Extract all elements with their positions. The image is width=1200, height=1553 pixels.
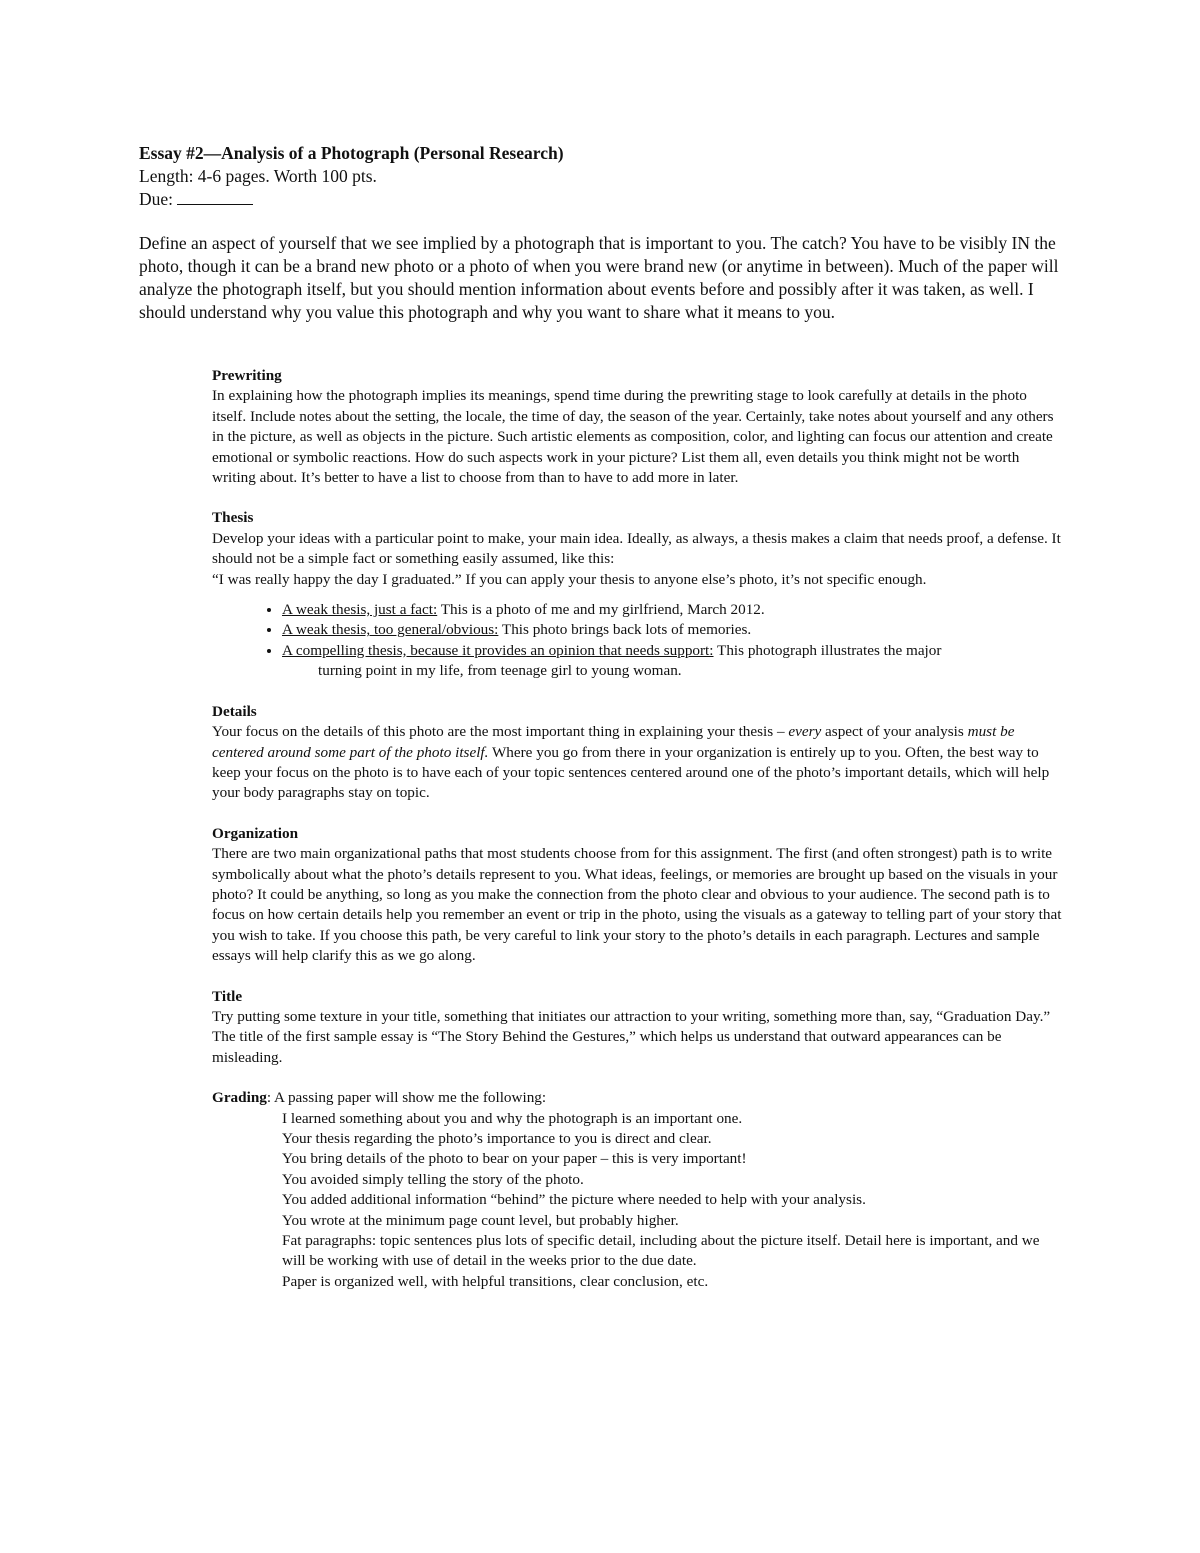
prewriting-heading: Prewriting xyxy=(212,367,282,384)
grading-intro: : A passing paper will show me the following: xyxy=(266,1089,547,1107)
bullet-text: This photograph illustrates the major xyxy=(713,641,942,659)
list-item: Fat paragraphs: topic sentences plus lots of specific detail, including about the picture itself. Detail here is important, and we will be working with use of detail in the weeks prior to the due date. xyxy=(282,1232,1040,1270)
prewriting-section xyxy=(212,366,1062,488)
title-heading: Title xyxy=(212,987,243,1005)
due-blank xyxy=(177,190,253,205)
list-item: I learned something about you and why the photograph is an important one. xyxy=(282,1109,743,1127)
details-text-c: Where you go from there in your organization is entirely up to you. Often, the best way to keep your focus on the photo is to have each of your topic sentences centered around one of the photo’s important details, which will help your body paragraphs stay on topic. xyxy=(212,743,1050,802)
title-section xyxy=(212,987,1062,1069)
details-body xyxy=(212,722,1062,804)
thesis-heading: Thesis xyxy=(212,509,254,527)
due-label: Due: xyxy=(139,189,174,209)
list-item: You added additional information “behind” the picture where needed to help with your analysis. xyxy=(282,1191,866,1209)
grading-heading: Grading xyxy=(212,1089,267,1107)
bullet-label: A weak thesis, too general/obvious: xyxy=(282,621,499,639)
grading-list xyxy=(282,1109,1062,1293)
intro-paragraph: Define an aspect of yourself that we see implied by a photograph that is important to you. The catch? You have to be visibly IN the photo, though it can be a brand new photo or a photo of when you were brand new (or anytime in between). Much of the paper will analyze the photograph itself, but you should mention information about events before and possibly after it was taken, as well. I should understand why you value this photograph and why you want to share what it means to you. xyxy=(139,233,1059,322)
length-line: Length: 4-6 pages. Worth 100 pts. xyxy=(139,166,377,186)
organization-heading: Organization xyxy=(212,824,299,842)
details-text-b: aspect of your analysis xyxy=(821,723,968,741)
thesis-examples-list xyxy=(212,600,1062,682)
thesis-body: Develop your ideas with a particular point to make, your main idea. Ideally, as always, a thesis makes a claim that needs proof, a defense. It should not be a simple fact or something easily assumed, like this: xyxy=(212,529,1061,568)
title-body: Try putting some texture in your title, something that initiates our attraction to your writing, something more than, say, “Graduation Day.” The title of the first sample essay is “The Story Behind the Gestures,” which helps us understand that outward appearances can be misleading. xyxy=(212,1007,1051,1066)
due-line xyxy=(139,188,1059,211)
bullet-label: A compelling thesis, because it provides an opinion that needs support: xyxy=(282,641,714,659)
list-item xyxy=(282,600,1062,620)
list-item xyxy=(282,641,1062,682)
list-item: Your thesis regarding the photo’s importance to you is direct and clear. xyxy=(282,1130,712,1147)
thesis-example: “I was really happy the day I graduated.” If you can apply your thesis to anyone else’s photo, it’s not specific enough. xyxy=(212,570,927,588)
list-item: You bring details of the photo to bear on your paper – this is very important! xyxy=(282,1150,747,1168)
grading-section xyxy=(212,1088,1062,1292)
document-header xyxy=(139,142,1059,211)
organization-body: There are two main organizational paths that most students choose from for this assignment. The first (and often strongest) path is to write symbolically about what the photo’s details represent to you. What ideas, feelings, or memories are brought up based on the visuals in your photo? It could be anything, so long as you make the connection from the photo clear and obvious to your audience. The second path is to focus on how certain details help you remember an event or trip in the photo, using the visuals as a gateway to telling part of your story that you wish to take. If you choose this path, be very careful to link your story to the photo’s details in each paragraph. Lectures and sample essays will help clarify this as we go along. xyxy=(212,845,1062,965)
details-heading: Details xyxy=(212,702,257,720)
list-item: Paper is organized well, with helpful transitions, clear conclusion, etc. xyxy=(282,1272,709,1290)
details-emphasis-b: must be centered around some part of the photo itself. xyxy=(212,723,1015,761)
grading-intro-line xyxy=(212,1088,1062,1108)
list-item xyxy=(282,620,1062,640)
list-item: You avoided simply telling the story of the photo. xyxy=(282,1170,584,1188)
bullet-text: This photo brings back lots of memories. xyxy=(498,621,752,639)
prewriting-body: In explaining how the photograph implies its meanings, spend time during the prewriting stage to look carefully at details in the photo itself. Include notes about the setting, the locale, the time of day, the season of the year. Certainly, take notes about yourself and any others in the picture, as well as objects in the picture. Such artistic elements as composition, color, and lighting can focus our attention and create emotional or symbolic reactions. How do such aspects work in your picture? List them all, even details you think might not be worth writing about. It’s better to have a list to choose from than to have to add more in later. xyxy=(212,387,1054,487)
thesis-section xyxy=(212,508,1062,681)
document-title: Essay #2—Analysis of a Photograph (Personal Research) xyxy=(139,143,564,163)
bullet-text: This is a photo of me and my girlfriend, March 2012. xyxy=(437,601,765,619)
details-text-a: Your focus on the details of this photo are the most important thing in explaining your thesis – xyxy=(212,723,789,741)
organization-section xyxy=(212,824,1062,967)
details-emphasis-a: every xyxy=(788,723,822,741)
list-item: You wrote at the minimum page count level, but probably higher. xyxy=(282,1211,679,1229)
sections xyxy=(212,366,1062,1312)
bullet-label: A weak thesis, just a fact: xyxy=(282,601,438,619)
bullet-continuation: turning point in my life, from teenage girl to young woman. xyxy=(318,662,682,680)
details-section xyxy=(212,702,1062,804)
